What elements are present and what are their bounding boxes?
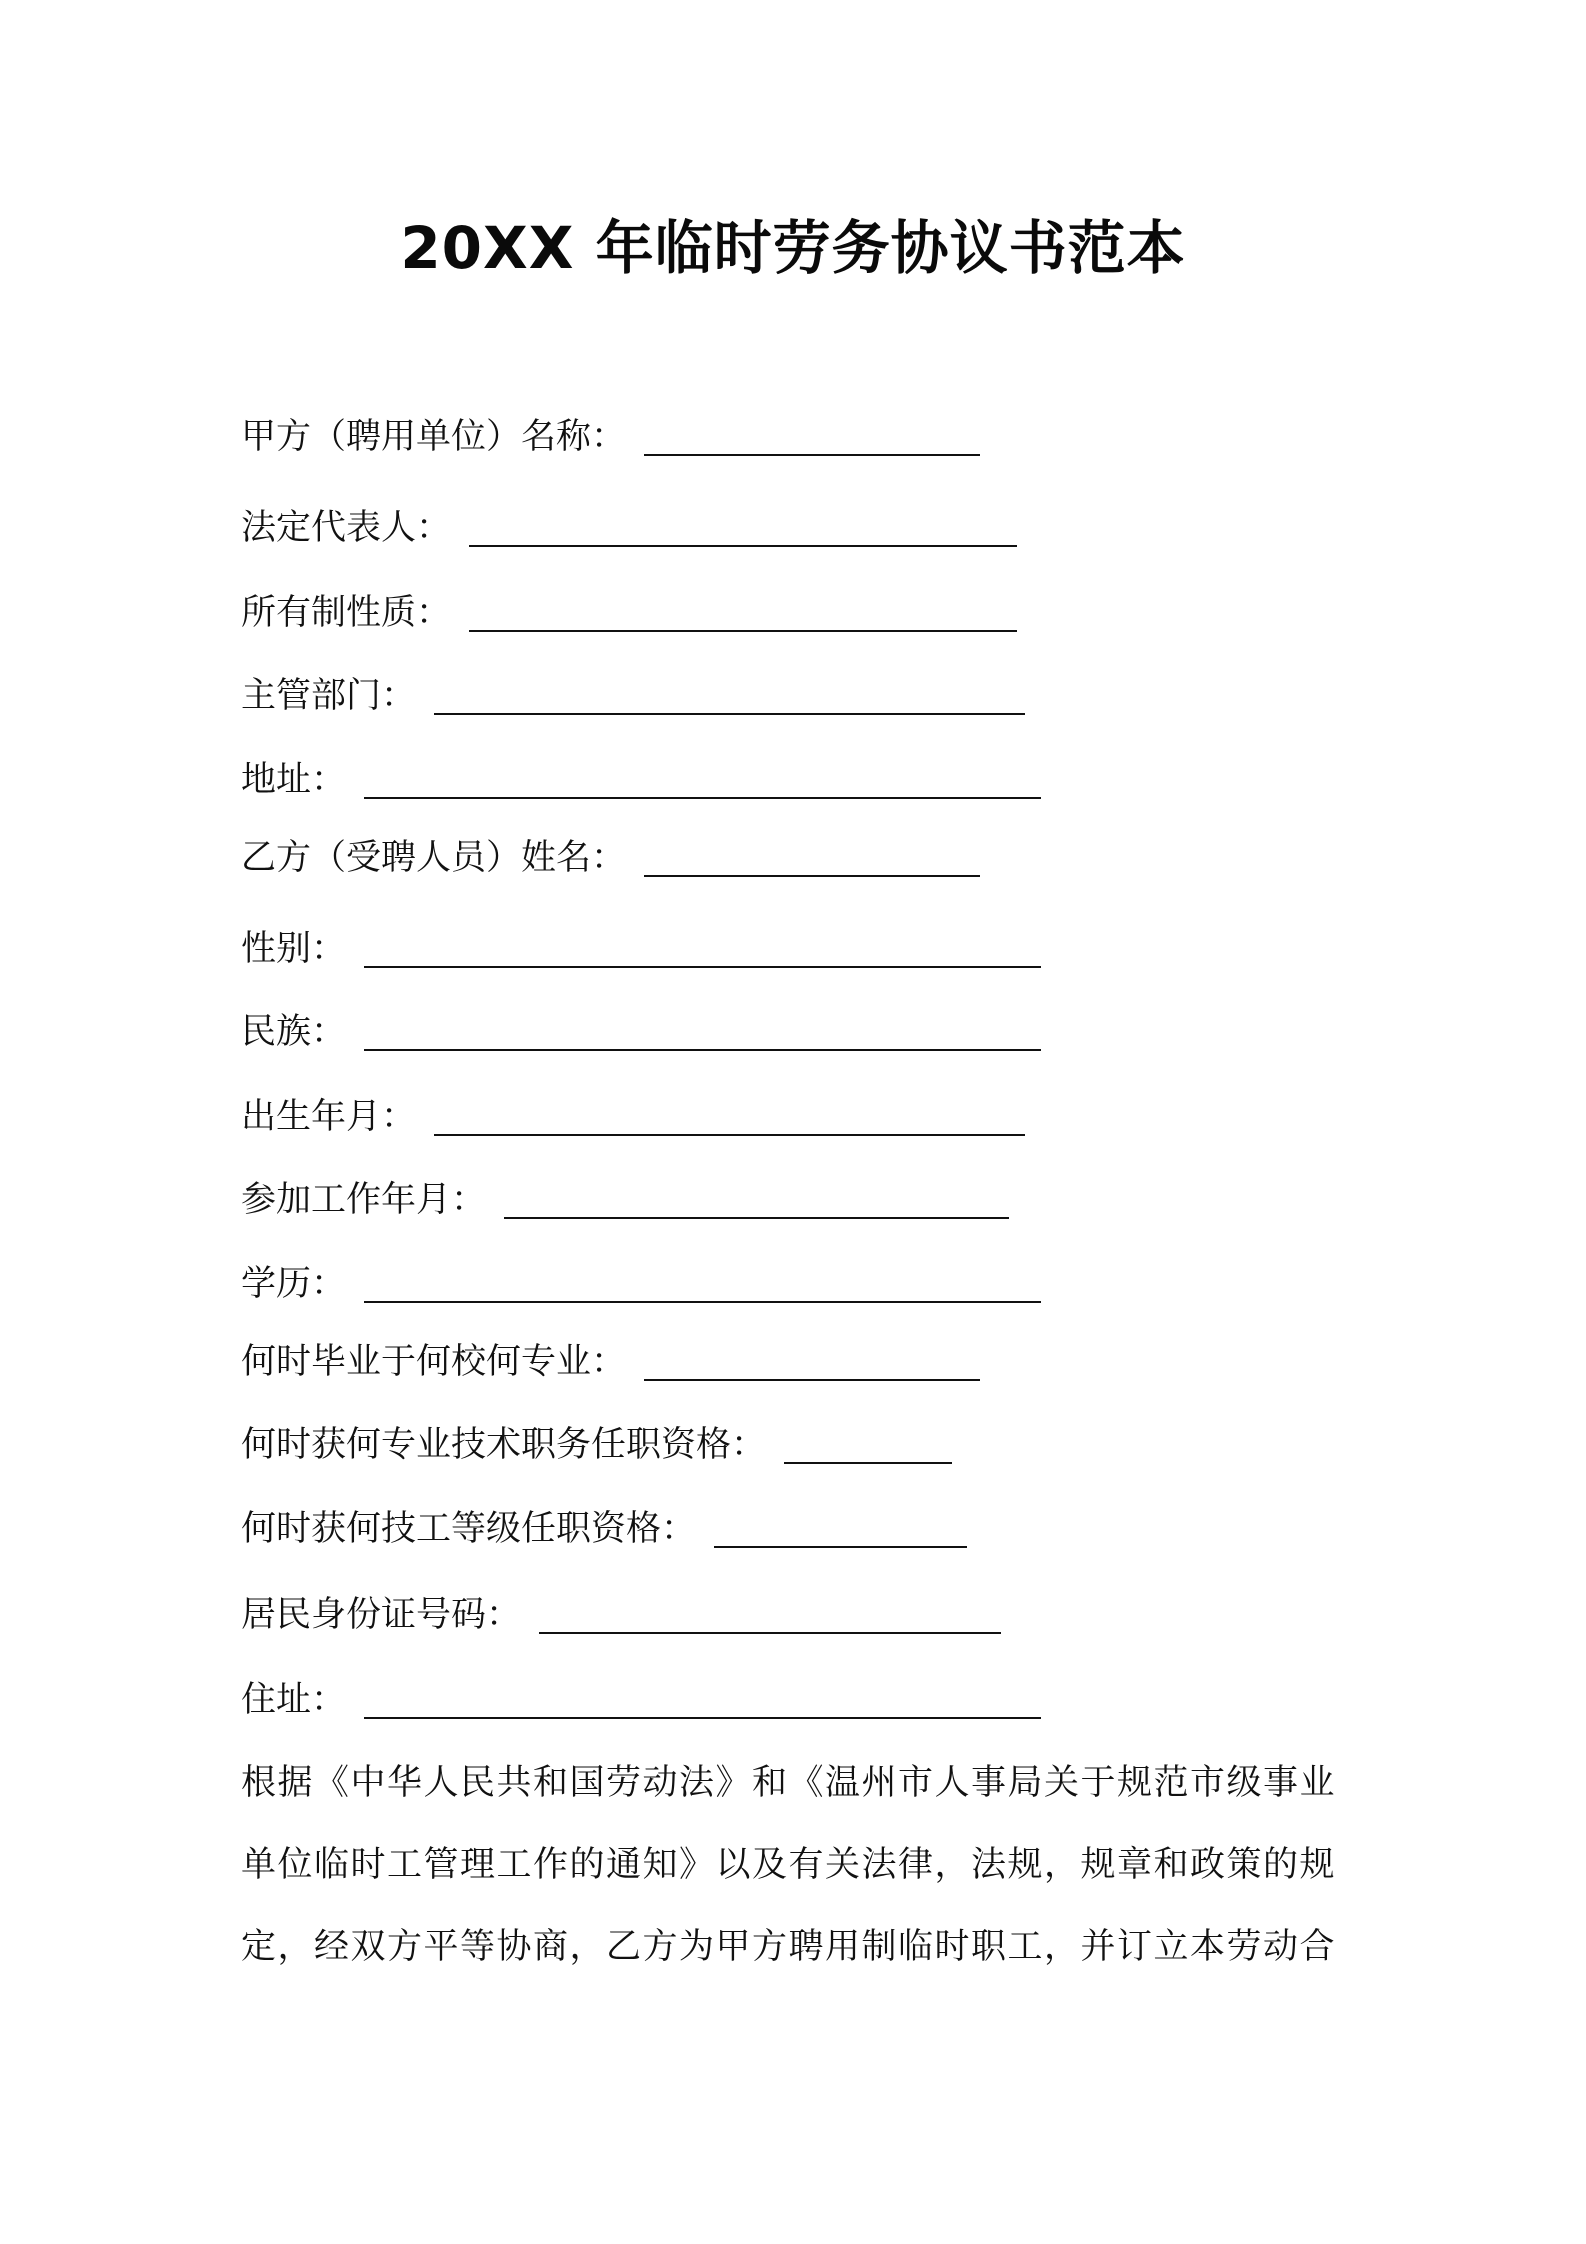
field-label: 居民身份证号码： [241,1595,522,1635]
field-education [241,1261,1041,1307]
blank-line [434,673,1025,715]
document-title: 20XX 年临时劳务协议书范本 [400,214,1186,282]
blank-line [469,505,1017,547]
blank-line [364,1261,1041,1303]
blank-line [364,926,1041,968]
blank-line [364,757,1041,799]
agreement-paragraph [241,1742,1361,1988]
field-ethnicity [241,1009,1041,1055]
blank-line [644,835,980,877]
field-residence [241,1677,1041,1723]
blank-line [539,1592,1001,1634]
field-legal-representative [241,505,1017,551]
blank-line [784,1422,952,1464]
field-employee-name [241,835,980,881]
field-id-number [241,1592,1001,1638]
blank-line [644,1339,980,1381]
field-label: 民族： [241,1012,347,1052]
paragraph-line: 根据《中华人民共和国劳动法》和《温州市人事局关于规范市级事业 [241,1763,1337,1803]
field-work-start-date [241,1177,1009,1223]
paragraph-line: 定，经双方平等协商，乙方为甲方聘用制临时职工，并订立本劳动合 [241,1927,1337,1967]
blank-line [434,1094,1025,1136]
field-professional-title [241,1422,952,1468]
blank-line [644,414,980,456]
field-employer-name [241,414,980,460]
blank-line [504,1177,1009,1219]
field-label: 何时毕业于何校何专业： [241,1342,627,1382]
field-label: 出生年月： [241,1097,417,1137]
field-gender [241,926,1041,972]
blank-line [364,1009,1041,1051]
field-label: 甲方（聘用单位）名称： [241,417,627,457]
field-label: 所有制性质： [241,593,452,633]
field-technician-grade [241,1506,967,1552]
field-address [241,757,1041,803]
field-label: 住址： [241,1680,347,1720]
field-label: 参加工作年月： [241,1180,487,1220]
field-graduation-info [241,1339,980,1385]
field-label: 何时获何专业技术职务任职资格： [241,1425,767,1465]
field-label: 何时获何技工等级任职资格： [241,1509,697,1549]
field-label: 主管部门： [241,676,417,716]
field-label: 法定代表人： [241,508,452,548]
blank-line [469,590,1017,632]
blank-line [364,1677,1041,1719]
field-supervising-dept [241,673,1025,719]
field-label: 地址： [241,760,347,800]
field-label: 乙方（受聘人员）姓名： [241,838,627,878]
blank-line [714,1506,967,1548]
field-label: 学历： [241,1264,347,1304]
paragraph-line: 单位临时工管理工作的通知》以及有关法律，法规，规章和政策的规 [241,1845,1337,1885]
field-label: 性别： [241,929,347,969]
field-birth-date [241,1094,1025,1140]
field-ownership-type [241,590,1017,636]
